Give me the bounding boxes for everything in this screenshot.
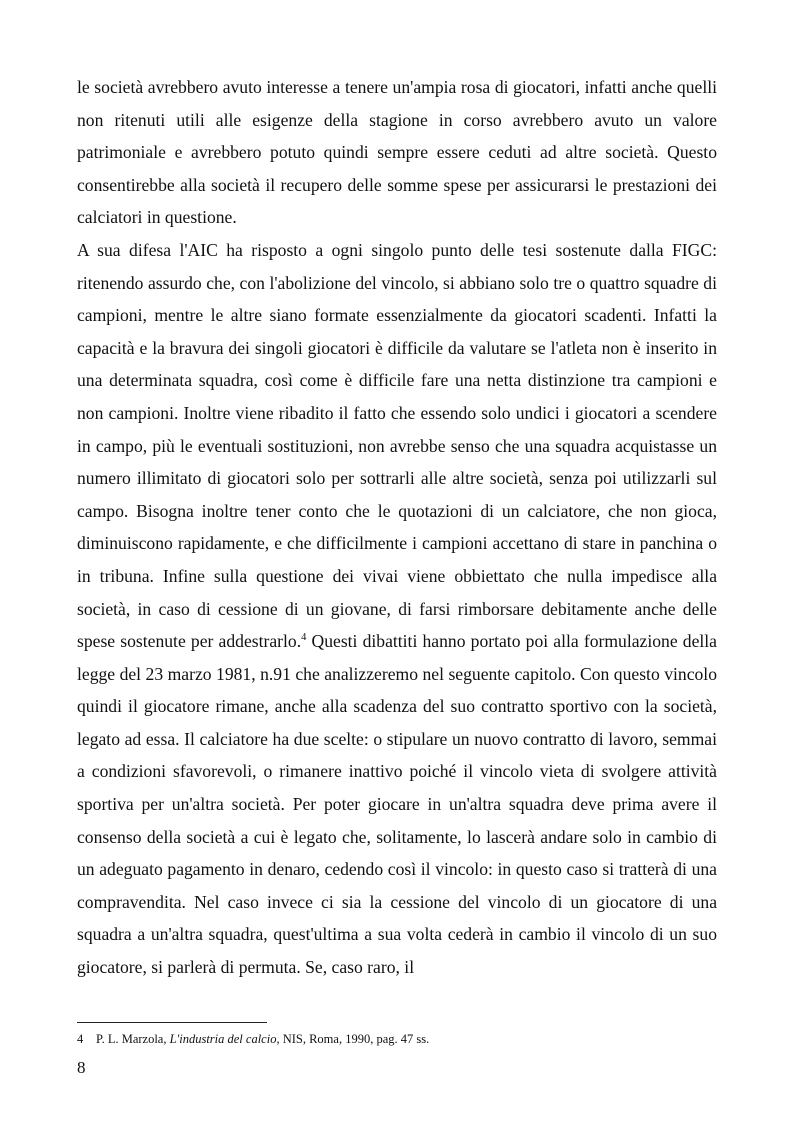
paragraph-2-part-1: A sua difesa l'AIC ha risposto a ogni singolo punto delle tesi sostenute dalla FIGC: ritenendo assurdo che, con l'abolizione del vincolo, si abbiano solo tre o quattro squadre di campioni, mentre le altre siano formate essenzialmente da giocatori scadenti. Infatti la capacità e la bravura dei singoli giocatori è difficile da valutare se l'atleta non è inserito in una determinata squadra, così come è difficile fare una netta distinzione tra campioni e non campioni. Inoltre viene ribadito il fatto che essendo solo undici i giocatori a scendere in campo, più le eventuali sostituzioni, non avrebbe senso che una squadra acquistasse un numero illimitato di giocatori solo per sottrarli alle altre società, senza poi utilizzarli sul campo. Bisogna inoltre tener conto che le quotazioni di un calciatore, che non gioca, diminuiscono rapidamente, e che difficilmente i campioni accettano di stare in panchina o in tribuna. Infine sulla questione dei vivai viene obbiettato che nulla impedisce alla società, in caso di cessione di un giovane, di farsi rimborsare debitamente anche delle spese sostenute per addestrarlo. xyxy=(77,239,717,652)
paragraph-2 xyxy=(77,234,717,984)
paragraph-1: le società avrebbero avuto interesse a tenere un'ampia rosa di giocatori, infatti anche quelli non ritenuti utili alle esigenze della stagione in corso avrebbero avuto un valore patrimoniale e avrebbero potuto quindi sempre essere ceduti ad altre società. Questo consentirebbe alla società il recupero delle somme spese per assicurarsi le prestazioni dei calciatori in questione. xyxy=(77,77,717,228)
page-number: 8 xyxy=(77,1058,86,1077)
footnote-title: L'industria del calcio, xyxy=(169,1032,280,1046)
footnote xyxy=(77,1031,717,1047)
paragraph-2-part-2: Questi dibattiti hanno portato poi alla formulazione della legge del 23 marzo 1981, n.91 che analizzeremo nel seguente capitolo. Con questo vincolo quindi il giocatore rimane, anche alla scadenza del suo contratto sportivo con la società, legato ad essa. Il calciatore ha due scelte: o stipulare un nuovo contratto di lavoro, semmai a condizioni sfavorevoli, o rimanere inattivo poiché il vincolo vieta di svolgere attività sportiva per un'altra società. Per poter giocare in un'altra squadra deve prima avere il consenso della società a cui è legato che, solitamente, lo lascerà andare solo in cambio di un adeguato pagamento in denaro, cedendo così il vincolo: in questo caso si tratterà di una compravendita. Nel caso invece ci sia la cessione del vincolo di un giocatore di una squadra a un'altra squadra, quest'ultima a sua volta cederà in cambio il vincolo di un suo giocatore, si parlerà di permuta. Se, caso raro, il xyxy=(77,631,717,978)
footnote-marker[interactable]: 4 xyxy=(301,632,307,644)
footnote-number: 4 xyxy=(77,1032,84,1046)
footnote-author: P. L. Marzola, xyxy=(96,1032,170,1046)
footnote-separator xyxy=(77,1022,267,1023)
main-text xyxy=(77,71,717,984)
footnote-publisher: NIS, Roma, 1990, pag. 47 ss. xyxy=(279,1032,430,1046)
